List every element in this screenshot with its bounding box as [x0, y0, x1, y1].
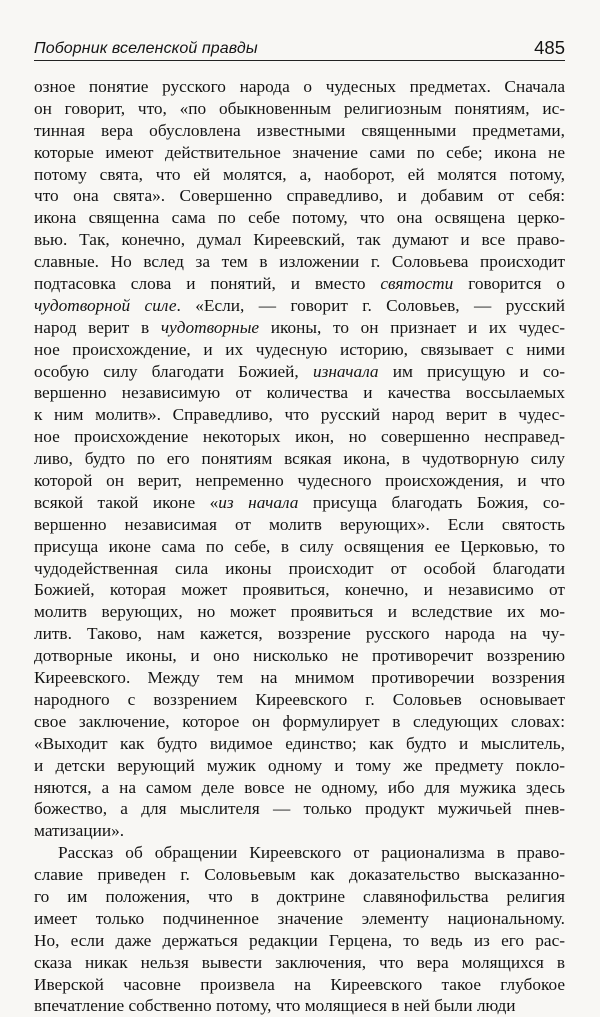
text-line — [34, 820, 565, 842]
text-line — [34, 404, 565, 426]
text-run: народного с воззрением Киреевского г. Соловьев основывает — [34, 689, 565, 709]
text-line — [34, 689, 565, 711]
text-line — [34, 558, 565, 580]
italic-phrase: чудотворной силе — [34, 295, 177, 315]
text-run: имеет только подчиненное значение элементу национальному. — [34, 908, 565, 928]
text-line — [34, 645, 565, 667]
text-run: Но, если даже держаться редакции Герцена, то ведь из его рас- — [34, 930, 565, 950]
italic-phrase: из начала — [218, 492, 299, 512]
text-line — [34, 842, 565, 864]
text-run: которой он верит, непременно чудесного происхождения, и что — [34, 471, 565, 491]
text-run: го им положения, что в доктрине славянофильства религия — [34, 886, 565, 906]
text-run: говорится о — [453, 274, 565, 294]
text-line — [34, 317, 565, 339]
text-run: ное происхождение, и их чудесную историю, связывает с ними — [34, 339, 565, 359]
text-line — [34, 448, 565, 470]
text-line — [34, 733, 565, 755]
text-run: Киреевского. Между тем на мнимом противоречии воззрения — [34, 668, 565, 688]
text-run: ливо, будто по его понятиям всякая икона, в чудотворную силу — [34, 449, 565, 469]
text-run: всякой такой иконе « — [34, 492, 219, 512]
text-run: которые имеют действительное значение сами по себе; икона не — [34, 142, 565, 162]
text-line — [34, 995, 565, 1017]
text-line — [34, 229, 565, 251]
text-run: он говорит, что, «по обыкновенным религиозным понятиям, ис- — [34, 98, 565, 118]
text-line — [34, 470, 565, 492]
text-run: вершенно независимую от количества и качества воссылаемых — [34, 383, 565, 403]
page-header — [34, 26, 565, 61]
text-line — [34, 120, 565, 142]
italic-phrase: чудотворные — [160, 317, 260, 337]
text-line — [34, 974, 565, 996]
text-run: Рассказ об обращении Киреевского от рационализма в право- — [58, 843, 565, 863]
text-line — [34, 711, 565, 733]
text-run: чудодейственная сила иконы происходит от особой благодати — [34, 558, 565, 578]
text-line — [34, 930, 565, 952]
page-number: 485 — [534, 37, 565, 58]
text-line — [34, 864, 565, 886]
text-run: . «Если, — говорит г. Соловьев, — русский — [176, 295, 565, 315]
text-run: божество, а для мыслителя — только продукт мужичьей пнев- — [34, 799, 565, 819]
text-run: икона священна сама по себе потому, что она освящена церко- — [34, 208, 565, 228]
text-run: няются, а на самом деле вовсе не одному, ибо для мужика здесь — [34, 777, 565, 797]
text-line — [34, 908, 565, 930]
text-line — [34, 207, 565, 229]
italic-phrase: изначала — [312, 361, 379, 381]
italic-phrase: святости — [380, 274, 454, 294]
text-line — [34, 361, 565, 383]
text-run: им присущую и со- — [378, 361, 565, 381]
text-line — [34, 76, 565, 98]
text-run: «Выходит как будто видимое единство; как будто и мыслитель, — [34, 733, 565, 753]
text-line — [34, 952, 565, 974]
text-run: озное понятие русского народа о чудесных предметах. Сначала — [34, 77, 565, 96]
text-run: вершенно независимая от молитв верующих». Если святость — [34, 514, 565, 534]
text-line — [34, 798, 565, 820]
body-text — [34, 76, 565, 1017]
text-line — [34, 251, 565, 273]
text-line — [34, 273, 565, 295]
text-run: вью. Так, конечно, думал Киреевский, так думают и все право- — [34, 230, 565, 250]
text-run: тинная вера обусловлена известными священными предметами, — [34, 120, 565, 140]
text-line — [34, 382, 565, 404]
text-run: особую силу благодати Божией, — [34, 361, 313, 381]
text-run: народ верит в — [34, 317, 161, 337]
text-run: к ним молитв». Справедливо, что русский народ верит в чудес- — [34, 405, 565, 425]
text-line — [34, 185, 565, 207]
text-run: славные. Но вслед за тем в изложении г. Соловьева происходит — [34, 252, 565, 272]
text-run: ное происхождение некоторых икон, но совершенно несправед- — [34, 427, 565, 447]
text-run: присуща иконе сама по себе, в силу освящения ее Церковью, то — [34, 536, 565, 556]
text-run: матизации». — [34, 821, 125, 841]
running-title: Поборник вселенской правды — [34, 40, 258, 57]
text-run: что она свята». Совершенно справедливо, и добавим от себя: — [34, 186, 565, 206]
text-line — [34, 492, 565, 514]
text-run: подтасовка слова и понятий, и вместо — [34, 274, 381, 294]
text-run: и детски верующий мужик одному и тому же предмету покло- — [34, 755, 565, 775]
text-run: сказа никак нельзя вывести заключения, что вера молящихся в — [34, 952, 565, 972]
text-line — [34, 536, 565, 558]
text-run: литв. Таково, нам кажется, воззрение русского народа на чу- — [34, 624, 565, 644]
text-line — [34, 601, 565, 623]
text-line — [34, 142, 565, 164]
text-run: Иверской часовне произвела на Киреевского такое глубокое — [34, 974, 565, 994]
text-line — [34, 579, 565, 601]
text-line — [34, 777, 565, 799]
text-run: потому свята, что ей молятся, а, наоборот, ей молятся потому, — [34, 164, 565, 184]
text-run: впечатление собственно потому, что молящиеся в ней были люди — [34, 996, 516, 1016]
text-line — [34, 667, 565, 689]
text-line — [34, 98, 565, 120]
text-line — [34, 755, 565, 777]
text-line — [34, 164, 565, 186]
text-run: свое заключение, которое он формулирует в следующих словах: — [34, 711, 565, 731]
text-line — [34, 426, 565, 448]
text-run: славие приведен г. Соловьевым как доказательство высказанно- — [34, 865, 565, 885]
text-line — [34, 514, 565, 536]
text-run: молитв верующих, но может проявиться и вследствие их мо- — [34, 602, 565, 622]
text-line — [34, 295, 565, 317]
text-line — [34, 623, 565, 645]
text-line — [34, 339, 565, 361]
text-run: присуща благодать Божия, со- — [298, 492, 565, 512]
text-run: дотворные иконы, и оно нисколько не противоречит воззрению — [34, 646, 565, 666]
text-run: Божией, которая может проявиться, конечно, и независимо от — [34, 580, 565, 600]
text-run: иконы, то он признает и их чудес- — [259, 317, 566, 337]
